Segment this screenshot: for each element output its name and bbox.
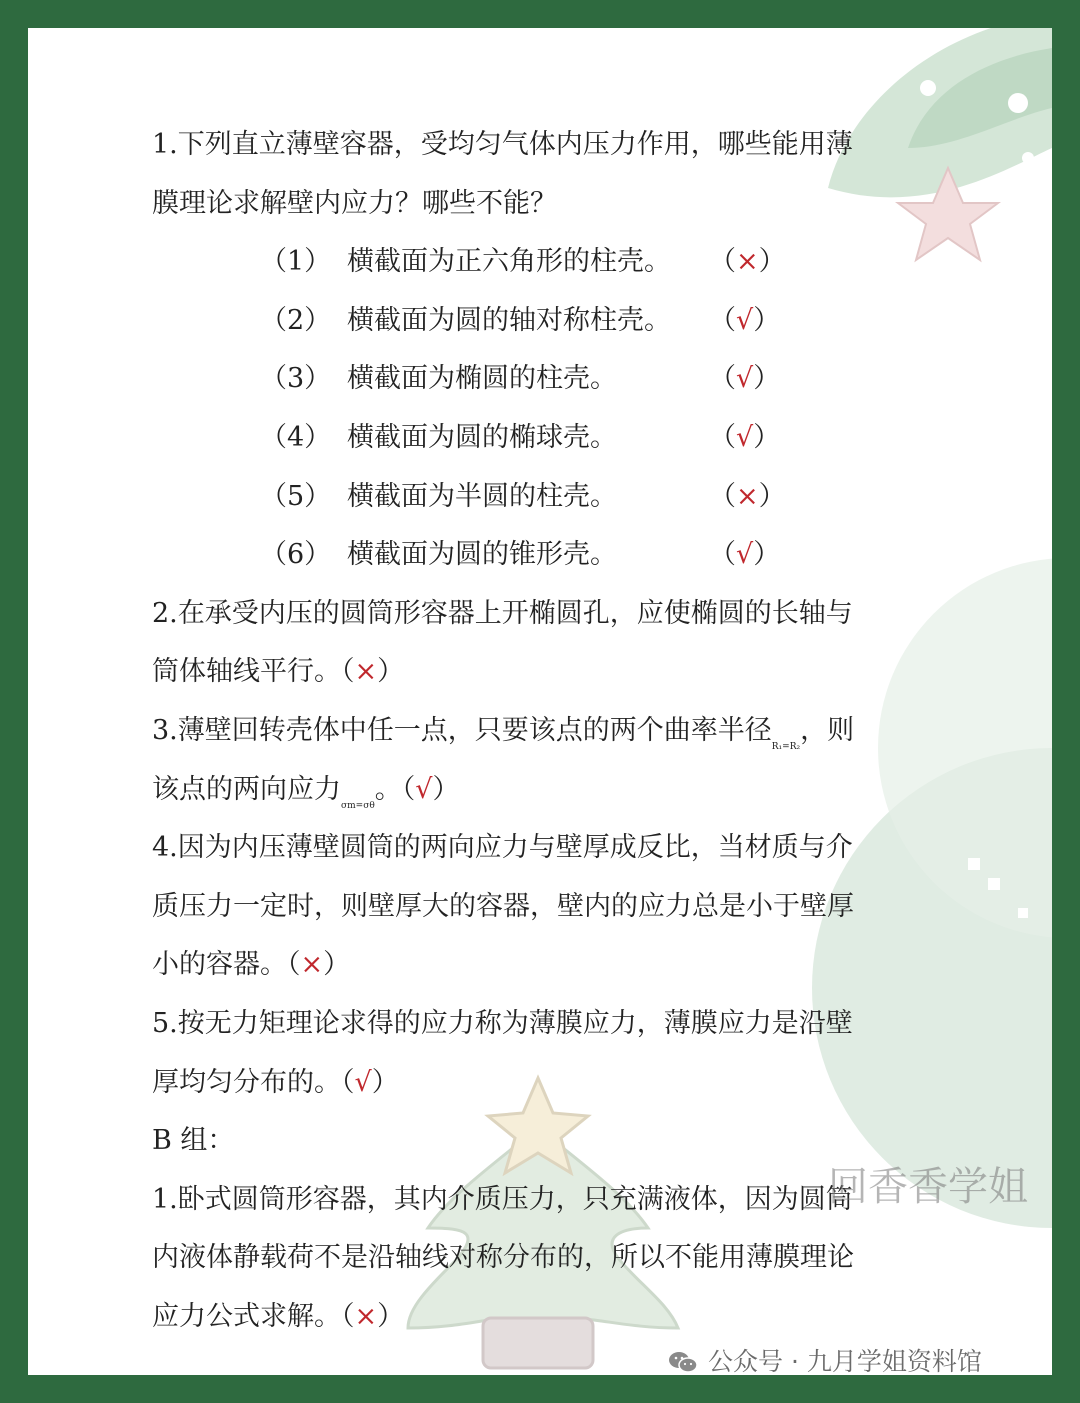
- q3-line-1: 3.薄壁回转壳体中任一点，只要该点的两个曲率半径$_{R_1=R_2}$，则: [152, 714, 855, 752]
- answer-mark: √: [736, 363, 754, 395]
- answer-mark: √: [736, 421, 754, 453]
- q3-line-2: 该点的两向应力$_{\sigma m=\sigma\theta}$。（√）: [152, 773, 460, 811]
- answer-mark: ×: [354, 1300, 378, 1332]
- q4-line-2: 质压力一定时，则壁厚大的容器，壁内的应力总是小于壁厚: [152, 890, 854, 922]
- q5-line-2: 厚均匀分布的。（√）: [152, 1066, 399, 1098]
- b1-line-1: 1.卧式圆筒形容器，其内介质压力，只充满液体，因为圆筒: [152, 1183, 853, 1215]
- q1-item-6: （6） 横截面为圆的锥形壳。 （√）: [152, 526, 942, 585]
- item-text: 横截面为半圆的柱壳。: [347, 480, 617, 512]
- footer-text: 公众号 · 九月学姐资料馆: [708, 1347, 982, 1375]
- item-text: 横截面为圆的椭球壳。: [347, 421, 617, 453]
- formula-radius: R₁=R₂: [771, 741, 801, 752]
- answer-mark: √: [415, 773, 433, 805]
- answer-mark: √: [736, 304, 754, 336]
- wechat-icon: [668, 1350, 698, 1374]
- answer-mark: ×: [300, 949, 324, 981]
- item-number: （2）: [260, 304, 332, 336]
- answer-mark: ×: [736, 480, 759, 512]
- item-number: （4）: [260, 421, 332, 453]
- item-number: （1）: [260, 246, 332, 278]
- q1-item-4: （4） 横截面为圆的椭球壳。 （√）: [152, 409, 942, 468]
- item-number: （6）: [260, 539, 332, 571]
- q1-line-1: 1.下列直立薄壁容器，受均匀气体内压力作用，哪些能用薄: [152, 129, 853, 160]
- q1-item-1: （1） 横截面为正六角形的柱壳。 （×）: [152, 233, 942, 292]
- q5-line-1: 5.按无力矩理论求得的应力称为薄膜应力，薄膜应力是沿壁: [152, 1007, 853, 1039]
- q4-line-1: 4.因为内压薄壁圆筒的两向应力与壁厚成反比，当材质与介: [152, 832, 853, 864]
- q1-line-2: 膜理论求解壁内应力？哪些不能？: [152, 187, 557, 219]
- q1-item-5: （5） 横截面为半圆的柱壳。 （×）: [152, 468, 942, 527]
- watermark-text: 回香香学姐: [828, 1164, 1028, 1210]
- q2-line-2: 筒体轴线平行。（×）: [152, 656, 405, 688]
- document-body: [152, 116, 942, 1346]
- answer-mark: ×: [736, 246, 759, 278]
- answer-mark: ×: [354, 656, 378, 688]
- item-text: 横截面为圆的锥形壳。: [347, 539, 617, 571]
- footer-credit: [668, 1342, 982, 1375]
- answer-mark: √: [354, 1066, 372, 1098]
- q1-item-2: （2） 横截面为圆的轴对称柱壳。 （√）: [152, 292, 942, 351]
- item-number: （5）: [260, 480, 332, 512]
- q1-item-3: （3） 横截面为椭圆的柱壳。 （√）: [152, 350, 942, 409]
- formula-stress: σm=σθ: [341, 800, 375, 811]
- item-number: （3）: [260, 363, 332, 395]
- b1-line-2: 内液体静载荷不是沿轴线对称分布的，所以不能用薄膜理论: [152, 1242, 854, 1274]
- group-b-title: B 组：: [152, 1125, 235, 1157]
- item-text: 横截面为椭圆的柱壳。: [347, 363, 617, 395]
- item-text: 横截面为正六角形的柱壳。: [347, 246, 671, 278]
- q4-line-3: 小的容器。（×）: [152, 949, 351, 981]
- page: [28, 28, 1052, 1375]
- answer-mark: √: [736, 539, 754, 571]
- q2-line-1: 2.在承受内压的圆筒形容器上开椭圆孔，应使椭圆的长轴与: [152, 597, 853, 629]
- b1-line-3: 应力公式求解。（×）: [152, 1300, 405, 1332]
- item-text: 横截面为圆的轴对称柱壳。: [347, 304, 671, 336]
